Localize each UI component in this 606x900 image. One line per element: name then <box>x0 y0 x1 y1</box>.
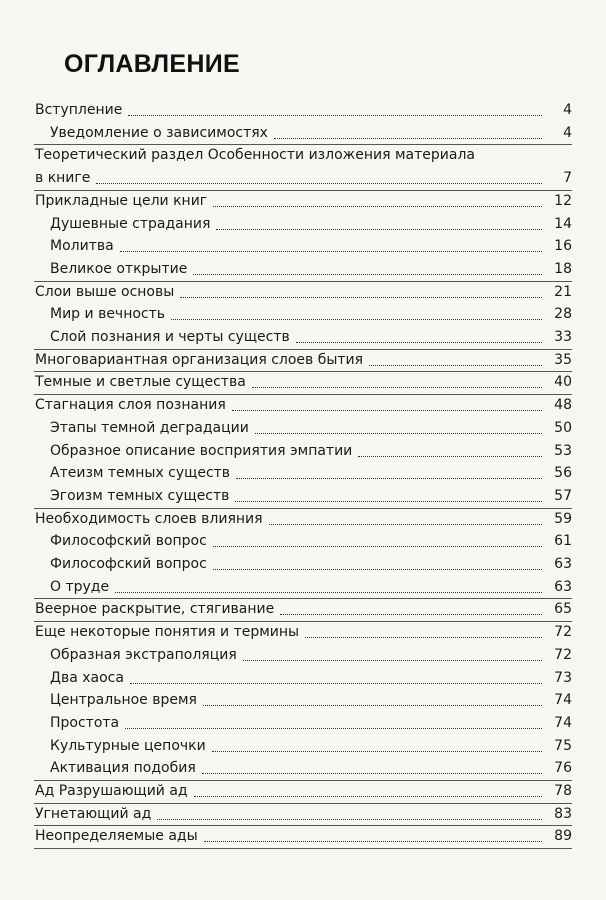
toc-leader-dots <box>171 299 542 320</box>
toc-page-number: 75 <box>554 737 572 754</box>
toc-page-number: 53 <box>554 442 572 459</box>
toc-entry-title: Темные и светлые существа <box>35 374 246 391</box>
toc-entry-title: Молитва <box>50 238 114 255</box>
toc-entry-title: Образное описание восприятия эмпатии <box>50 442 353 459</box>
toc-page-number: 61 <box>554 533 572 550</box>
toc-page-number: 63 <box>554 578 572 595</box>
section-divider <box>34 803 572 804</box>
toc-entry-title: Великое открытие <box>50 260 188 277</box>
toc-entry-title: Простота <box>50 714 120 731</box>
toc-page-number: 16 <box>554 238 572 255</box>
toc-entry-title: Мир и вечность <box>50 306 166 323</box>
section-divider <box>34 825 572 826</box>
toc-page-number: 56 <box>554 465 572 482</box>
toc-entry-title: Эгоизм темных существ <box>50 487 230 504</box>
toc-page-number: 4 <box>563 124 572 141</box>
toc-page-number: 4 <box>563 102 572 118</box>
toc-page-number: 74 <box>554 692 572 709</box>
toc-entry-title: Культурные цепочки <box>50 737 206 754</box>
toc-page-number: 21 <box>554 283 572 300</box>
toc-page-number: 28 <box>554 306 572 323</box>
toc-page-number: 74 <box>554 714 572 731</box>
toc-entry-title: Душевные страдания <box>50 215 211 232</box>
toc-page-number: 72 <box>554 624 572 641</box>
toc-entry-title: Ад Разрушающий ад <box>35 783 188 799</box>
toc-page-number: 12 <box>554 192 572 209</box>
toc-page-number: 63 <box>554 556 572 572</box>
section-divider <box>34 371 572 372</box>
toc-entry-title: Стагнация слоя познания <box>35 397 226 414</box>
toc-entry-title: О труде <box>50 578 110 595</box>
toc-entry-title: Вступление <box>35 102 123 118</box>
toc-page-number: 33 <box>554 329 572 345</box>
toc-entry-title: Философский вопрос <box>50 533 207 550</box>
section-divider <box>34 144 572 145</box>
toc-page-number: 35 <box>554 351 572 368</box>
toc-entry-title: Слой познания и черты существ <box>50 329 290 345</box>
toc-page-number: 14 <box>554 215 572 232</box>
toc-leader-dots <box>243 640 542 661</box>
toc-leader-dots <box>96 163 542 184</box>
toc-leader-dots <box>255 413 542 434</box>
toc-leader-dots <box>115 572 542 593</box>
toc-leader-dots <box>203 685 542 706</box>
toc-leader-dots <box>235 481 542 502</box>
toc-leader-dots <box>130 663 542 684</box>
toc-page-number: 50 <box>554 419 572 436</box>
toc-leader-dots <box>216 209 542 230</box>
toc-page-number: 59 <box>554 510 572 527</box>
section-divider <box>34 349 572 350</box>
toc-page-number: 76 <box>554 760 572 777</box>
toc-leader-dots <box>236 458 542 479</box>
toc-leader-dots <box>125 708 542 729</box>
toc-entry-title: Слои выше основы <box>35 283 175 300</box>
toc-entry-title: Образная экстраполяция <box>50 646 237 663</box>
toc-page-number: 7 <box>563 170 572 187</box>
toc-entry-title: Этапы темной деградации <box>50 419 249 436</box>
toc-leader-dots <box>120 231 542 252</box>
toc-page-number: 65 <box>554 601 572 618</box>
toc-entry-title: Прикладные цели книг <box>35 192 208 209</box>
toc-entry-title: Уведомление о зависимостях <box>50 124 268 141</box>
toc-page-number: 72 <box>554 646 572 663</box>
toc-entry <box>0 826 606 846</box>
toc-leader-dots <box>202 753 542 774</box>
section-divider <box>34 394 572 395</box>
toc-entry-title: Два хаоса <box>50 669 124 686</box>
toc-page-number: 18 <box>554 260 572 277</box>
toc-entry-title: Теоретический раздел Особенности изложения материала <box>35 147 475 164</box>
toc-page-number: 73 <box>554 669 572 686</box>
toc-entry-title: Центральное время <box>50 692 197 709</box>
toc-leader-dots <box>274 118 542 139</box>
section-divider <box>34 190 572 191</box>
toc-entry-title: Многовариантная организация слоев бытия <box>35 351 364 368</box>
toc-page-number: 48 <box>554 397 572 414</box>
section-divider <box>34 508 572 509</box>
section-divider <box>34 621 572 622</box>
toc-leader-dots <box>212 731 542 752</box>
section-divider <box>34 848 572 849</box>
section-divider <box>34 598 572 599</box>
toc-entry-title: Необходимость слоев влияния <box>35 510 263 527</box>
toc-entry-title: Веерное раскрытие, стягивание <box>35 601 275 618</box>
toc-entry-title: в книге <box>35 170 91 187</box>
toc-leader-dots <box>128 95 542 116</box>
toc-entry <box>0 123 606 143</box>
toc-entry-title: Активация подобия <box>50 760 196 777</box>
section-divider <box>34 780 572 781</box>
section-divider <box>34 281 572 282</box>
toc-entry-title: Еще некоторые понятия и термины <box>35 624 300 641</box>
toc-page-number: 78 <box>554 783 572 799</box>
toc-leader-dots <box>358 436 542 457</box>
toc-entry-title: Неопределяемые ады <box>35 828 198 845</box>
toc-page-number: 89 <box>554 828 572 845</box>
toc-leader-dots <box>193 254 542 275</box>
toc-entry-title: Атеизм темных существ <box>50 465 231 482</box>
toc-page-number: 57 <box>554 487 572 504</box>
toc-leader-dots <box>296 322 542 343</box>
page-title: ОГЛАВЛЕНИЕ <box>64 50 240 78</box>
toc-page-number: 83 <box>554 805 572 822</box>
toc-entry-title: Философский вопрос <box>50 556 207 572</box>
toc-page-number: 40 <box>554 374 572 391</box>
toc-entry-title: Угнетающий ад <box>35 805 152 822</box>
toc-leader-dots <box>213 549 542 570</box>
toc-leader-dots <box>213 526 542 547</box>
